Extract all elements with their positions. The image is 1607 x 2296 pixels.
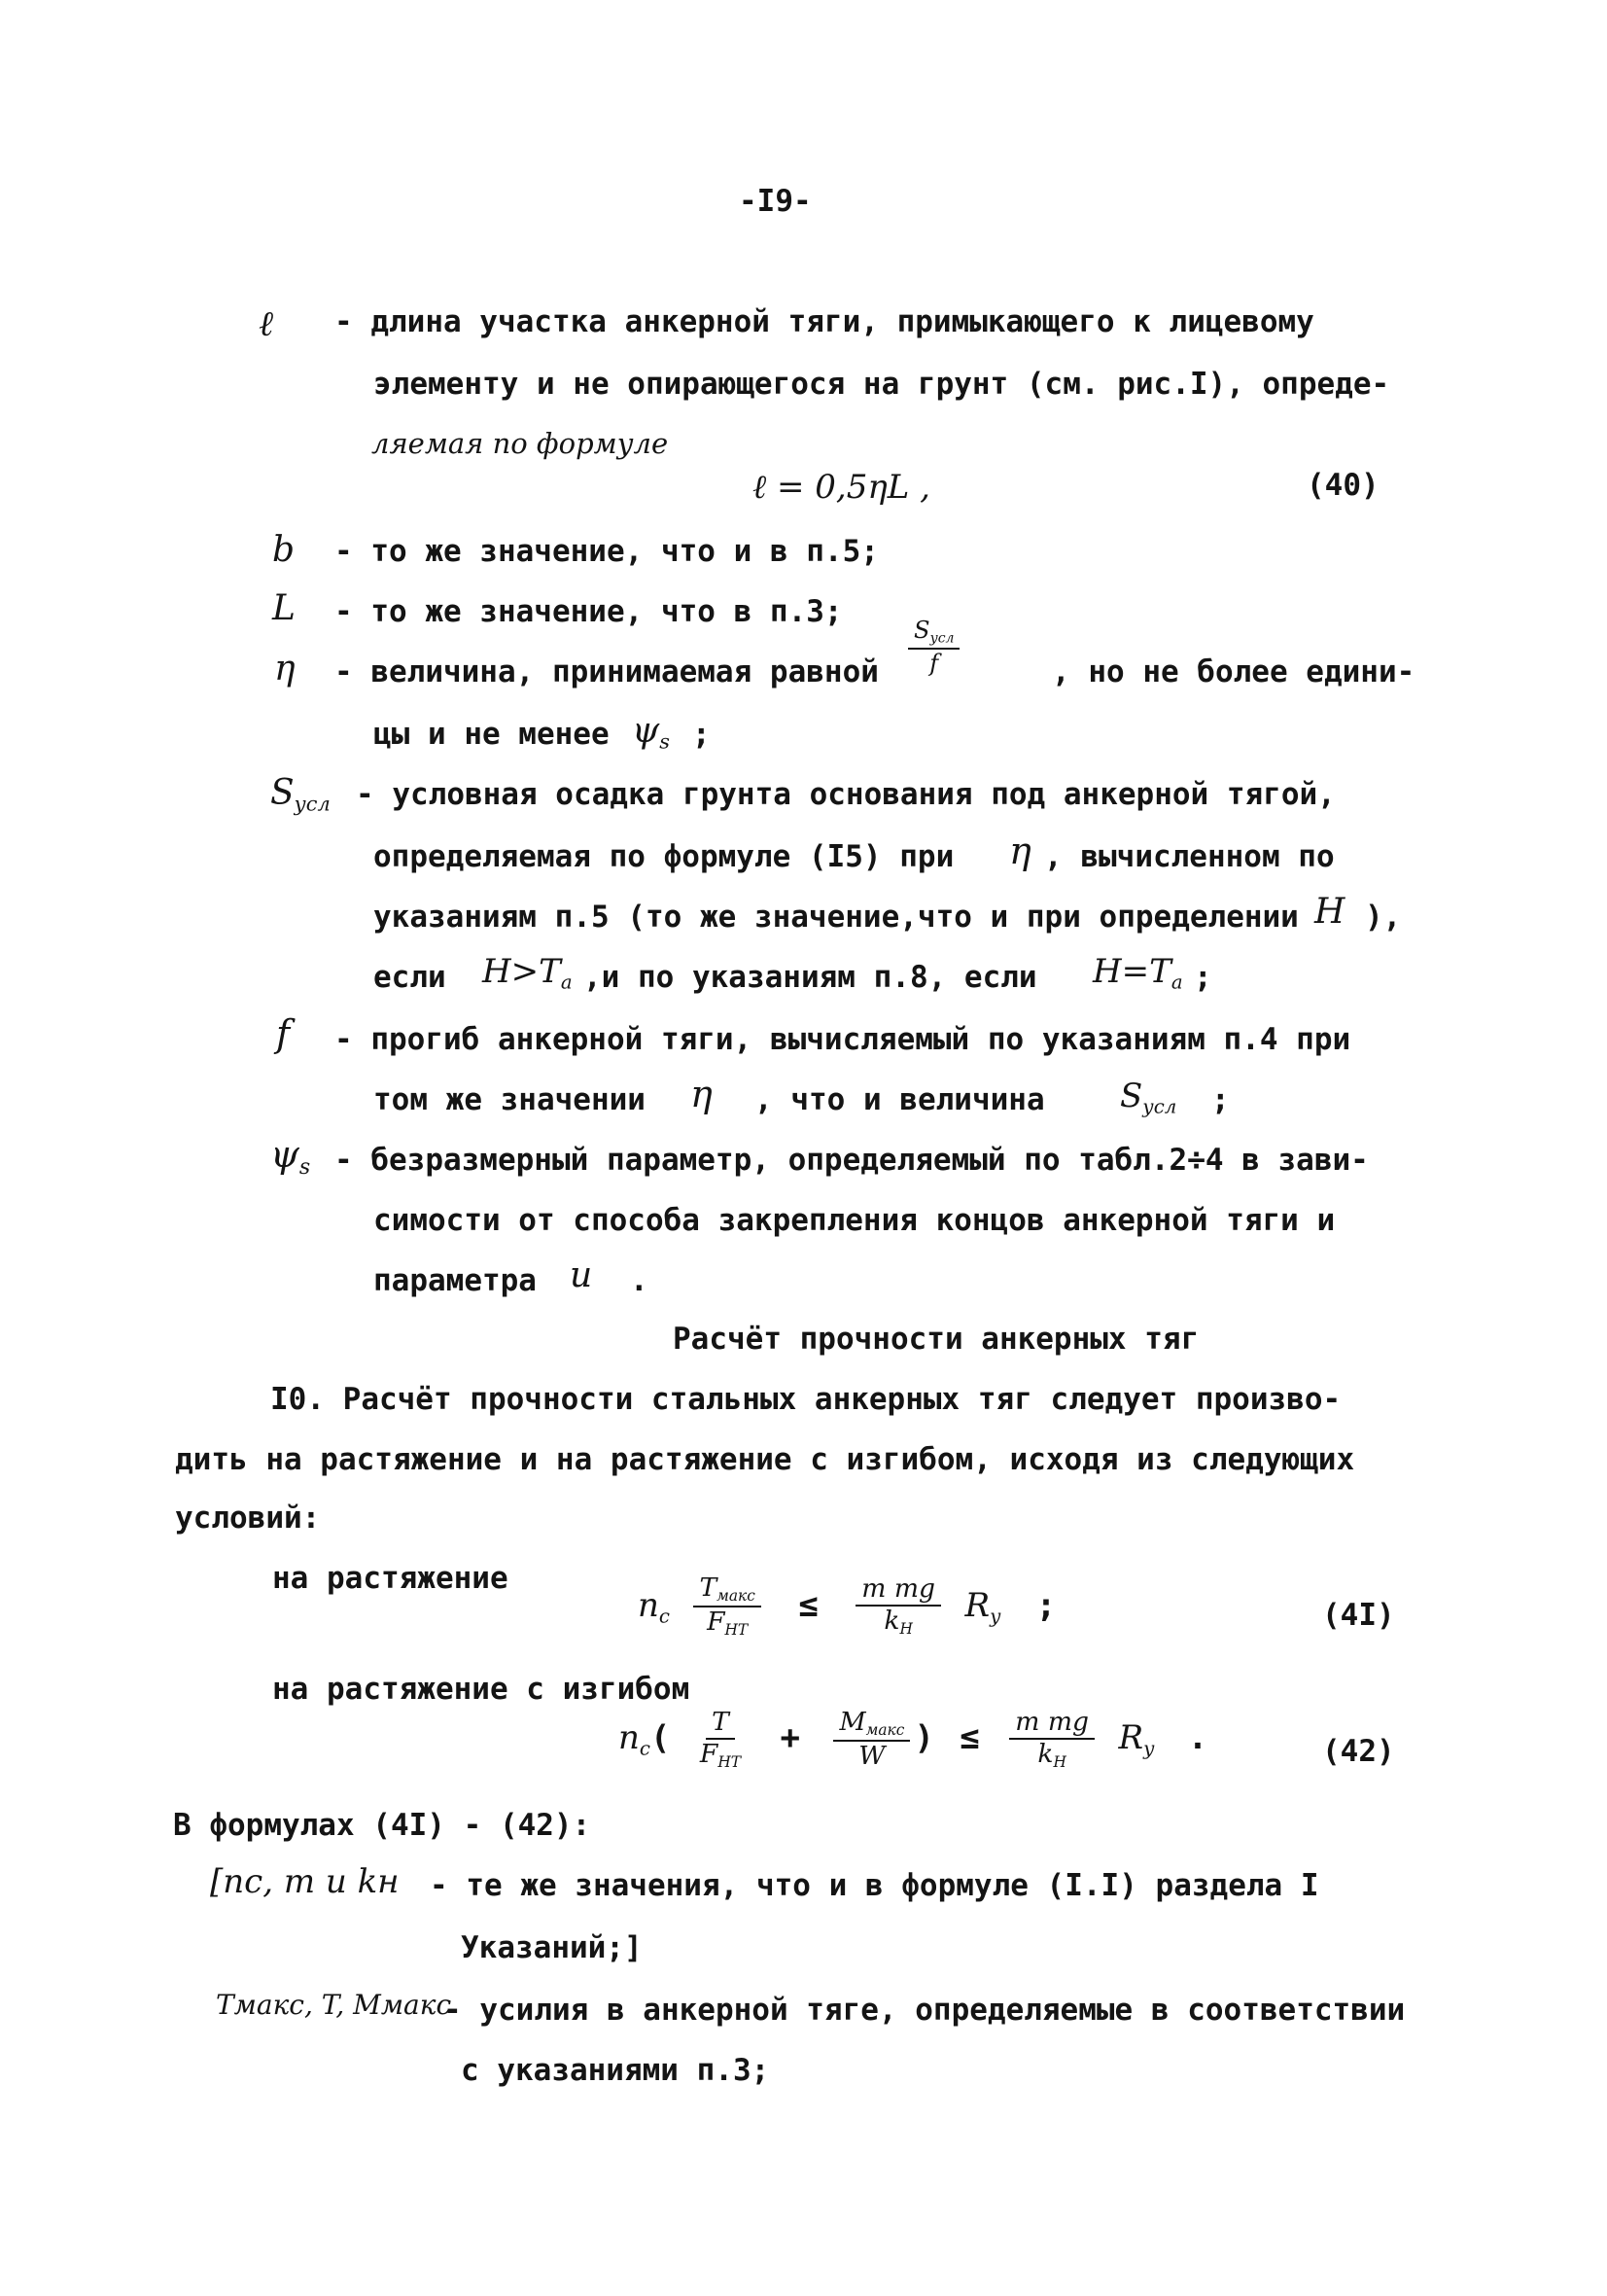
def-l-line1: - длина участка анкерной тяги, примыкающего к лицевому bbox=[334, 304, 1314, 339]
h-eq-ta: $H=T_a$ bbox=[1093, 952, 1183, 994]
def-s-line3: указаниям п.5 (то же значение,что и при определении bbox=[373, 900, 1299, 935]
symbol-f: f bbox=[276, 1012, 291, 1055]
formula-42: $n_c$( $\frac{T}{F_{HT}}$ + $\frac{M_{макс}}{W}$ ) ≤ $\frac{\text{m mg}}{k_H}$ $R_y$ . bbox=[618, 1707, 1208, 1772]
def-b-line1: - то же значение, что и в п.5; bbox=[334, 534, 879, 569]
formula-40-text: ℓ = 0,5ηL , bbox=[752, 468, 930, 507]
def-s-line4c: ; bbox=[1194, 960, 1212, 995]
formula-41: $n_c$ $\frac{T_{макс}}{F_{HT}}$ ≤ $\frac{\text{m mg}}{k_H}$ $R_y$ ; bbox=[638, 1572, 1057, 1640]
u-inline: u bbox=[570, 1255, 593, 1295]
def-eta-line2: цы и не менее bbox=[373, 717, 610, 752]
para10-line1: I0. Расчёт прочности стальных анкерных тяг следует произво- bbox=[270, 1382, 1342, 1417]
def-L-line1: - то же значение, что в п.3; bbox=[334, 594, 843, 629]
note2-line1: - усилия в анкерной тяге, определяемые в соответствии bbox=[443, 1993, 1406, 2028]
symbol-L: L bbox=[272, 588, 296, 628]
symbol-l: ℓ bbox=[259, 304, 273, 344]
in-formulas: В формулах (4I) - (42): bbox=[173, 1808, 591, 1843]
def-f-line2: том же значении bbox=[373, 1082, 646, 1117]
def-psi-line2: симости от способа закрепления концов анкерной тяги и bbox=[373, 1203, 1336, 1238]
page-number: -I9- bbox=[739, 184, 812, 219]
formula-40 bbox=[752, 468, 930, 507]
s-usl-inline: $S_{усл}$ bbox=[1120, 1077, 1177, 1118]
def-s-line1: - условная осадка грунта основания под анкерной тягой, bbox=[356, 777, 1336, 812]
h-gt-ta: $H>T_a$ bbox=[482, 952, 573, 994]
def-l-line3: ляемая по формуле bbox=[371, 427, 669, 460]
def-s-line4: если bbox=[373, 960, 446, 995]
section-title: Расчёт прочности анкерных тяг bbox=[673, 1322, 1200, 1357]
def-s-line4b: ,и по указаниям п.8, если bbox=[583, 960, 1037, 995]
note1-line2: Указаний;] bbox=[461, 1930, 643, 1965]
symbol-psi-s: $\psi_s$ bbox=[270, 1133, 311, 1181]
tension-label: на растяжение bbox=[272, 1561, 508, 1596]
eta-inline-1: η bbox=[1009, 830, 1031, 872]
note2-line2: с указаниями п.3; bbox=[461, 2053, 770, 2088]
def-f-line2c: ; bbox=[1211, 1082, 1230, 1117]
formula-40-label: (40) bbox=[1307, 468, 1380, 503]
formula-41-label: (4I) bbox=[1322, 1598, 1395, 1633]
def-s-line2: определяемая по формуле (I5) при bbox=[373, 839, 955, 874]
def-eta-line2b: ; bbox=[692, 717, 711, 752]
symbol-eta: η bbox=[274, 649, 296, 689]
def-eta-line1: - величина, принимаемая равной bbox=[334, 654, 879, 689]
h-inline-1: H bbox=[1314, 892, 1345, 932]
def-eta-line1b: , но не более едини- bbox=[1052, 654, 1415, 689]
eta-inline-2: η bbox=[690, 1073, 713, 1115]
symbol-b: b bbox=[272, 530, 296, 570]
bending-label: на растяжение с изгибом bbox=[272, 1672, 690, 1707]
def-l-line2: элементу и не опирающегося на грунт (см. рис.I), опреде- bbox=[373, 367, 1390, 402]
para10-line3: условий: bbox=[175, 1501, 321, 1536]
def-s-line3b: ), bbox=[1365, 900, 1402, 935]
symbol-s-usl: $S_{усл}$ bbox=[270, 773, 331, 816]
fraction-s-over-f: $\frac{S_{усл}}{f}$ bbox=[904, 618, 963, 675]
note2-symbol: Tмакс, T, Mмакс bbox=[216, 1989, 452, 2021]
def-psi-line3b: . bbox=[630, 1263, 648, 1298]
def-psi-line1: - безразмерный параметр, определяемый по табл.2÷4 в зави- bbox=[334, 1143, 1369, 1178]
def-s-line2b: , вычисленном по bbox=[1044, 839, 1335, 874]
def-f-line1: - прогиб анкерной тяги, вычисляемый по указаниям п.4 при bbox=[334, 1022, 1351, 1057]
def-f-line2b: , что и величина bbox=[754, 1082, 1045, 1117]
note1-symbol: [nс, m и kн bbox=[210, 1862, 400, 1901]
note1-line1: - те же значения, что и в формуле (I.I) раздела I bbox=[430, 1868, 1319, 1903]
psi-inline: $\psi_s$ bbox=[632, 711, 670, 754]
para10-line2: дить на растяжение и на растяжение с изгибом, исходя из следующих bbox=[175, 1442, 1355, 1477]
def-psi-line3: параметра bbox=[373, 1263, 537, 1298]
formula-42-label: (42) bbox=[1322, 1734, 1395, 1769]
